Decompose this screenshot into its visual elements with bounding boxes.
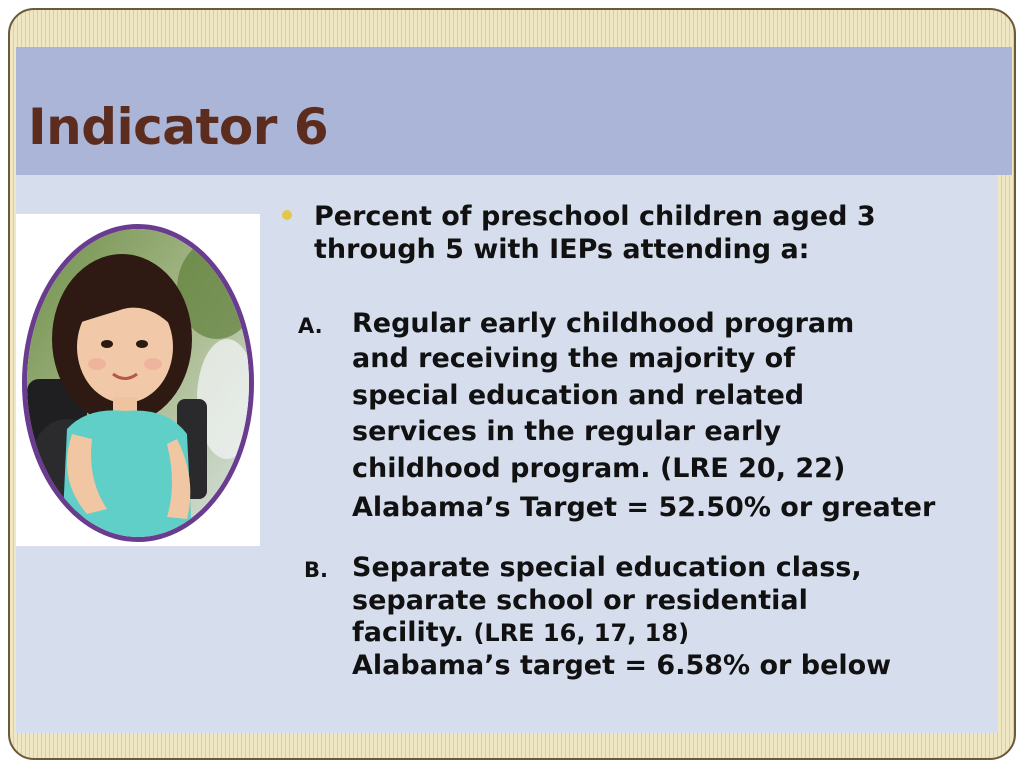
intro-text — [314, 200, 954, 266]
item-b-line-3-ref: (LRE 16, 17, 18) — [473, 619, 690, 647]
item-b-marker: B. — [304, 558, 328, 582]
intro-line-2: through 5 with IEPs attending a: — [314, 234, 810, 265]
item-b-line-2: separate school or residential — [352, 585, 808, 616]
bullet-dot — [282, 210, 292, 220]
item-b — [352, 550, 992, 683]
item-a-marker: A. — [298, 314, 323, 338]
child-photo-illustration — [27, 229, 249, 537]
item-a-line-1: Regular early childhood program — [352, 308, 855, 339]
item-a-line-2: and receiving the majority of — [352, 343, 795, 374]
child-photo — [22, 224, 254, 542]
item-a-line-4: services in the regular early — [352, 416, 782, 447]
item-b-line-3 — [352, 617, 992, 649]
item-a-line-3: special education and related — [352, 380, 805, 411]
item-b-line-3-main: facility. — [352, 617, 465, 648]
photo-box — [16, 214, 260, 546]
item-a-line-6: Alabama’s Target = 52.50% or greater — [352, 492, 936, 523]
item-a — [352, 306, 992, 526]
slide-title: Indicator 6 — [28, 98, 329, 156]
item-b-line-4: Alabama’s target = 6.58% or below — [352, 650, 892, 681]
item-a-line-5: childhood program. (LRE 20, 22) — [352, 453, 846, 484]
item-b-line-1: Separate special education class, — [352, 552, 862, 583]
intro-line-1: Percent of preschool children aged 3 — [314, 201, 876, 232]
